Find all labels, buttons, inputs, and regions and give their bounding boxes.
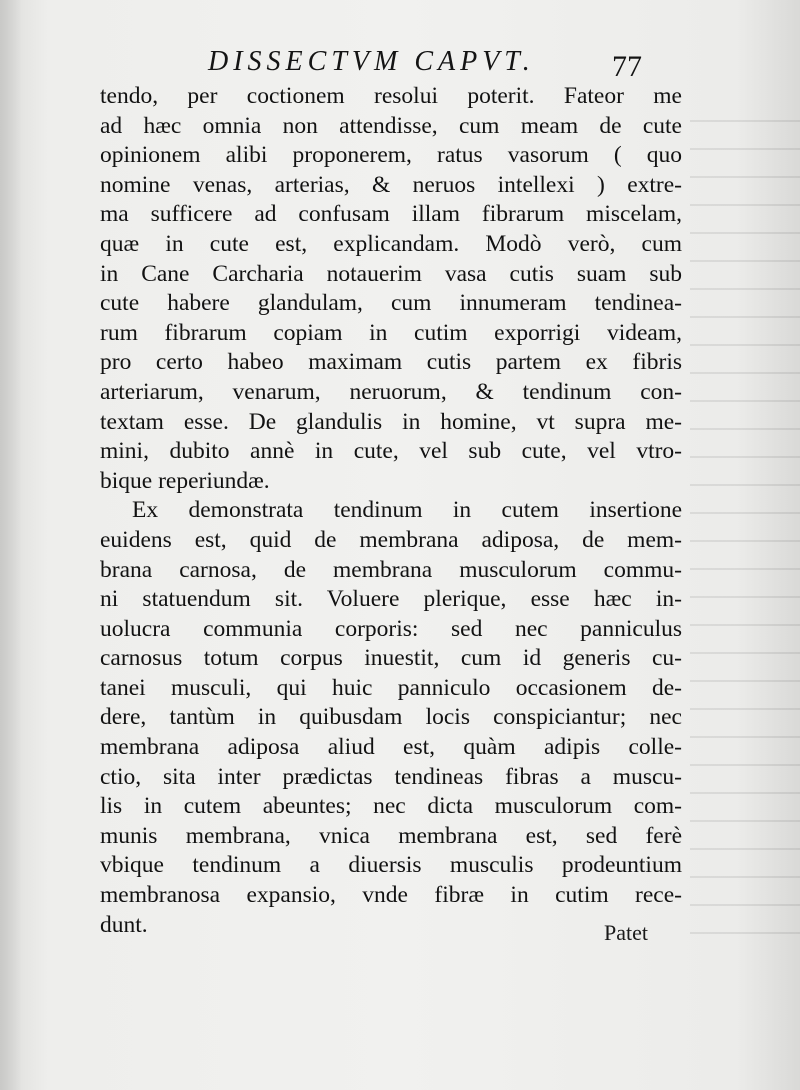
text-line: lis in cutem abeuntes; nec dicta musculorum com- bbox=[100, 793, 682, 820]
text-line: membrana adiposa aliud est, quàm adipis colle- bbox=[100, 734, 682, 761]
text-line: brana carnosa, de membrana musculorum commu- bbox=[100, 556, 682, 583]
text-line: vbique tendinum a diuersis musculis prodeuntium bbox=[100, 852, 682, 879]
catchword: Patet bbox=[604, 920, 648, 945]
text-line: ad hæc omnia non attendisse, cum meam de cute bbox=[100, 112, 682, 139]
running-head: DISSECTVM CAPVT. bbox=[208, 46, 535, 77]
text-line: mini, dubito annè in cute, vel sub cute, vel vtro- bbox=[100, 438, 682, 465]
text-line: ni statuendum sit. Voluere plerique, esse hæc in- bbox=[100, 586, 682, 613]
text-line: in Cane Carcharia notauerim vasa cutis suam sub bbox=[100, 260, 682, 287]
text-line: nomine venas, arterias, & neruos intellexi ) extre- bbox=[100, 171, 682, 198]
text-line: uolucra communia corporis: sed nec panniculus bbox=[100, 615, 682, 642]
body-text bbox=[100, 82, 682, 940]
text-line: textam esse. De glandulis in homine, vt supra me- bbox=[100, 408, 682, 435]
text-line: dere, tantùm in quibusdam locis conspiciantur; nec bbox=[100, 704, 682, 731]
text-line: opinionem alibi proponerem, ratus vasorum ( quo bbox=[100, 142, 682, 169]
text-line: dunt. bbox=[100, 911, 148, 938]
text-line: euidens est, quid de membrana adiposa, de mem- bbox=[100, 526, 682, 553]
text-line: quæ in cute est, explicandam. Modò verò, cum bbox=[100, 230, 682, 257]
text-line: bique reperiundæ. bbox=[100, 467, 270, 494]
text-line: tanei musculi, qui huic panniculo occasionem de- bbox=[100, 674, 682, 701]
text-line: rum fibrarum copiam in cutim exporrigi videam, bbox=[100, 319, 682, 346]
text-line: membranosa expansio, vnde fibræ in cutim rece- bbox=[100, 882, 682, 909]
text-line: munis membrana, vnica membrana est, sed ferè bbox=[100, 822, 682, 849]
text-line: ma sufficere ad confusam illam fibrarum miscelam, bbox=[100, 201, 682, 228]
text-line: arteriarum, venarum, neruorum, & tendinum con- bbox=[100, 378, 682, 405]
text-line: cute habere glandulam, cum innumeram tendinea- bbox=[100, 290, 682, 317]
text-line: ctio, sita inter prædictas tendineas fibras a muscu- bbox=[100, 763, 682, 790]
text-line: pro certo habeo maximam cutis partem ex fibris bbox=[100, 349, 682, 376]
page-number: 77 bbox=[612, 50, 642, 83]
paragraph-first-line: Ex demonstrata tendinum in cutem insertione bbox=[132, 497, 682, 524]
show-through-bleed bbox=[690, 120, 800, 940]
text-line: carnosus totum corpus inuestit, cum id generis cu- bbox=[100, 645, 682, 672]
text-line: tendo, per coctionem resolui poterit. Fateor me bbox=[100, 83, 682, 109]
gutter-shadow bbox=[0, 0, 22, 1090]
